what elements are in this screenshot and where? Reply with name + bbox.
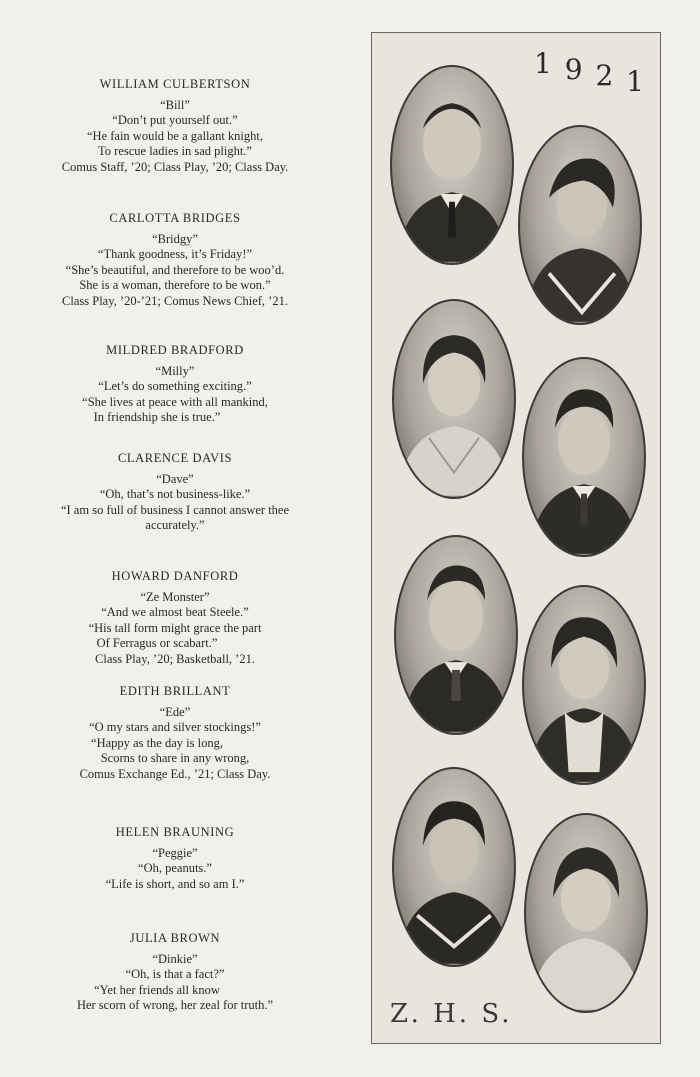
portrait-edith-brillant bbox=[522, 585, 646, 785]
student-name: WILLIAM CULBERTSON bbox=[99, 77, 251, 91]
portrait-silhouette-icon bbox=[524, 587, 644, 783]
student-name: HOWARD DANFORD bbox=[111, 569, 239, 583]
student-verse-line: “She lives at peace with all mankind, bbox=[82, 394, 268, 409]
year-digit: 1 bbox=[533, 47, 554, 80]
entry-julia-brown bbox=[0, 931, 350, 1014]
student-name: CLARENCE DAVIS bbox=[117, 451, 233, 465]
entry-carlotta-bridges bbox=[0, 211, 350, 309]
student-verse-line: “He fain would be a gallant knight, bbox=[87, 128, 263, 143]
student-motto: “Oh, peanuts.” bbox=[138, 861, 212, 875]
student-activities: Comus Exchange Ed., ’21; Class Day. bbox=[79, 766, 271, 781]
student-motto: “And we almost beat Steele.” bbox=[101, 605, 249, 619]
portrait-helen-brauning bbox=[392, 767, 516, 967]
student-activities: Class Play, ’20-’21; Comus News Chief, ’21. bbox=[62, 293, 288, 308]
student-name: CARLOTTA BRIDGES bbox=[109, 211, 241, 225]
student-motto: “O my stars and silver stockings!” bbox=[89, 720, 261, 734]
portrait-clarence-davis bbox=[522, 357, 646, 557]
portrait-silhouette-icon bbox=[396, 537, 516, 733]
portrait-mildred-bradford bbox=[392, 299, 516, 499]
student-name: EDITH BRILLANT bbox=[119, 684, 231, 698]
photo-panel bbox=[371, 32, 661, 1044]
student-verse-line: “Yet her friends all know bbox=[94, 982, 220, 997]
student-activities: Class Play, ’20; Basketball, ’21. bbox=[95, 651, 255, 666]
year-digit: 1 bbox=[626, 65, 646, 98]
student-verse-line: In friendship she is true.” bbox=[93, 410, 221, 424]
student-verse-line: “His tall form might grace the part bbox=[88, 620, 262, 635]
student-name: HELEN BRAUNING bbox=[115, 825, 235, 839]
student-activities: Comus Staff, ’20; Class Play, ’20; Class Day. bbox=[61, 159, 289, 174]
entry-clarence-davis bbox=[0, 451, 350, 534]
student-motto: “Oh, that’s not business-like.” bbox=[99, 487, 251, 501]
student-verse-line: Scorns to share in any wrong, bbox=[100, 751, 250, 765]
student-verse-line: “I am so full of business I cannot answer thee bbox=[60, 502, 290, 517]
student-verse-line: “She’s beautiful, and therefore to be woo’d. bbox=[65, 262, 285, 277]
student-nickname: “Dave” bbox=[156, 471, 194, 486]
student-motto: “Don’t put yourself out.” bbox=[112, 113, 238, 127]
student-verse-line: She is a woman, therefore to be won.” bbox=[79, 278, 271, 292]
entry-helen-brauning bbox=[0, 825, 350, 892]
portrait-julia-brown bbox=[524, 813, 648, 1013]
student-nickname: “Peggie” bbox=[152, 845, 198, 860]
entry-mildred-bradford bbox=[0, 343, 350, 426]
student-verse-line: Of Ferragus or scabart.” bbox=[96, 636, 218, 650]
student-nickname: “Dinkie” bbox=[152, 951, 198, 966]
portrait-silhouette-icon bbox=[394, 769, 514, 965]
entry-william-culbertson bbox=[0, 77, 350, 175]
student-nickname: “Ze Monster” bbox=[140, 589, 210, 604]
portrait-william-culbertson bbox=[390, 65, 514, 265]
portrait-carlotta-bridges bbox=[518, 125, 642, 325]
student-verse-line: To rescue ladies in sad plight.” bbox=[98, 144, 252, 158]
student-nickname: “Bill” bbox=[160, 97, 190, 112]
student-nickname: “Bridgy” bbox=[152, 231, 198, 246]
portrait-silhouette-icon bbox=[392, 67, 512, 263]
portrait-silhouette-icon bbox=[520, 127, 640, 323]
year-digit: 9 bbox=[564, 53, 585, 86]
student-nickname: “Ede” bbox=[159, 704, 191, 719]
entry-edith-brillant bbox=[0, 684, 350, 782]
year-digit: 2 bbox=[595, 59, 616, 92]
portrait-silhouette-icon bbox=[524, 359, 644, 555]
student-motto: “Oh, is that a fact?” bbox=[125, 967, 225, 981]
student-nickname: “Milly” bbox=[155, 363, 195, 378]
portrait-silhouette-icon bbox=[394, 301, 514, 497]
student-verse-line: accurately.” bbox=[145, 518, 205, 532]
school-initials: Z. H. S. bbox=[390, 999, 513, 1029]
portrait-silhouette-icon bbox=[526, 815, 646, 1011]
student-verse-line: Her scorn of wrong, her zeal for truth.” bbox=[76, 998, 274, 1012]
student-motto: “Let’s do something exciting.” bbox=[98, 379, 252, 393]
student-motto: “Thank goodness, it’s Friday!” bbox=[97, 247, 253, 261]
entry-howard-danford bbox=[0, 569, 350, 667]
student-verse-line: “Happy as the day is long, bbox=[91, 735, 223, 750]
student-name: JULIA BROWN bbox=[129, 931, 221, 945]
student-name: MILDRED BRADFORD bbox=[106, 343, 244, 357]
portrait-howard-danford bbox=[394, 535, 518, 735]
year-label bbox=[533, 47, 646, 98]
student-verse-line: “Life is short, and so am I.” bbox=[105, 876, 245, 891]
